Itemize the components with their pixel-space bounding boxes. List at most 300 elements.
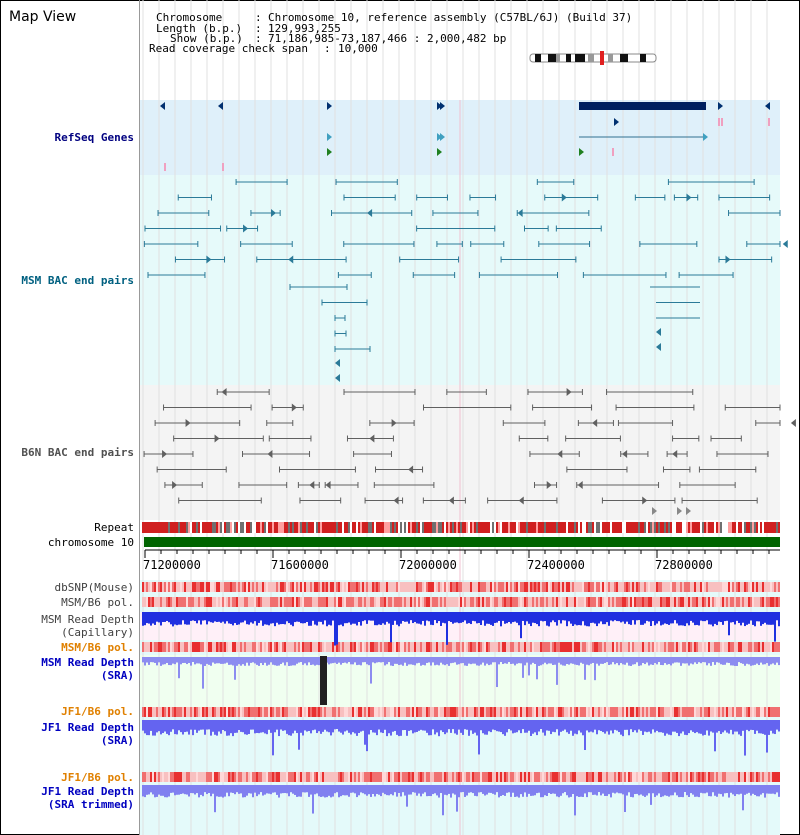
track-label-jf1-depth-trimmed[interactable]: JF1 Read Depth (41, 785, 134, 798)
jf1-depth (686, 720, 688, 735)
msm-sra-depth (292, 657, 294, 665)
msm-sra-depth (168, 657, 170, 665)
track-label-msm-depth-capillary[interactable]: MSM Read Depth (41, 613, 134, 626)
msm-pol-strip (440, 642, 442, 652)
repeat-segment (482, 522, 484, 533)
msm-sra-depth (184, 657, 186, 663)
jf1-trimmed-depth (342, 785, 344, 795)
msm-pol-strip (560, 642, 562, 652)
jf1-pol-strip (226, 772, 228, 782)
msm-pol-strip (162, 642, 164, 652)
jf1-pol-strip (686, 707, 688, 717)
jf1-pol-strip (640, 707, 642, 717)
jf1-depth (772, 720, 774, 733)
repeat-segment (672, 522, 674, 533)
dbsnp-strip (466, 582, 468, 592)
msm-pol-strip (688, 642, 690, 652)
msm-sra-depth (620, 657, 622, 663)
repeat-segment (284, 522, 286, 533)
msm-capillary-depth (506, 612, 508, 623)
jf1-depth (676, 720, 678, 733)
track-label-b6n-bac[interactable]: B6N BAC end pairs (21, 446, 134, 459)
msm-sra-depth (708, 657, 710, 663)
repeat-segment (726, 522, 728, 533)
repeat-segment (216, 522, 218, 533)
jf1-trimmed-depth (268, 785, 270, 794)
repeat-segment (162, 522, 164, 533)
repeat-segment (264, 522, 266, 533)
jf1-depth (746, 720, 748, 730)
msm-sra-depth (678, 657, 680, 663)
msm-sra-depth (690, 657, 692, 664)
msm-pol-strip (472, 597, 474, 607)
msm-pol-strip (452, 597, 454, 607)
jf1-depth (396, 720, 398, 735)
jf1-pol-strip (412, 707, 414, 717)
msm-pol-strip (374, 597, 376, 607)
jf1-pol-strip (538, 707, 540, 717)
msm-pol-strip (342, 597, 344, 607)
jf1-pol-strip (658, 707, 660, 717)
jf1-pol-strip (438, 707, 440, 717)
msm-sra-depth (316, 657, 318, 665)
jf1-trimmed-depth (510, 785, 512, 797)
repeat-segment (686, 522, 688, 533)
jf1-trimmed-depth (512, 785, 514, 793)
jf1-depth (462, 720, 464, 735)
jf1-depth (458, 720, 460, 730)
msm-capillary-depth (634, 612, 636, 625)
msm-pol-strip (506, 597, 508, 607)
jf1-pol-strip (522, 707, 524, 717)
msm-pol-strip (142, 597, 144, 607)
jf1-depth (532, 720, 534, 734)
msm-pol-strip (174, 597, 176, 607)
msm-sra-depth (216, 657, 218, 663)
jf1-depth (428, 720, 430, 735)
repeat-segment (286, 522, 288, 533)
msm-capillary-depth (712, 612, 714, 626)
dbsnp-strip (504, 582, 506, 592)
jf1-pol-strip (680, 772, 682, 782)
track-label-jf1-pol-1[interactable]: JF1/B6 pol. (61, 705, 134, 718)
msm-capillary-depth (720, 612, 722, 622)
track-label-jf1-pol-2[interactable]: JF1/B6 pol. (61, 771, 134, 784)
track-label-dbsnp[interactable]: dbSNP(Mouse) (54, 581, 134, 594)
msm-pol-strip (550, 597, 552, 607)
dbsnp-strip (482, 582, 484, 592)
jf1-depth (150, 720, 152, 731)
msm-sra-depth (770, 657, 772, 664)
jf1-pol-strip (246, 772, 248, 782)
jf1-pol-strip (396, 772, 398, 782)
msm-pol-strip (388, 642, 390, 652)
repeat-segment (298, 522, 300, 533)
jf1-pol-strip (702, 707, 704, 717)
dbsnp-strip (640, 582, 642, 592)
repeat-segment (620, 522, 622, 533)
dbsnp-strip (278, 582, 280, 592)
msm-sra-depth (194, 657, 196, 664)
msm-sra-depth (540, 657, 542, 665)
jf1-depth (258, 720, 260, 733)
jf1-depth (588, 720, 590, 732)
msm-pol-strip (262, 642, 264, 652)
jf1-trimmed-depth (758, 785, 760, 796)
jf1-pol-strip (152, 772, 154, 782)
jf1-trimmed-depth (522, 785, 524, 797)
repeat-segment (480, 522, 482, 533)
jf1-trimmed-depth (384, 785, 386, 794)
msm-sra-depth (414, 657, 416, 665)
msm-pol-strip (734, 597, 736, 607)
dbsnp-strip (298, 582, 300, 592)
jf1-trimmed-depth (562, 785, 564, 793)
jf1-trimmed-depth (552, 785, 554, 793)
msm-sra-depth (376, 657, 378, 662)
track-label-refseq[interactable]: RefSeq Genes (54, 131, 134, 144)
jf1-pol-strip (622, 772, 624, 782)
dbsnp-strip (750, 582, 752, 592)
msm-capillary-depth (502, 612, 504, 621)
dbsnp-strip (268, 582, 270, 592)
jf1-depth (172, 720, 174, 729)
msm-sra-depth (246, 657, 248, 663)
jf1-pol-strip (470, 772, 472, 782)
msm-sra-depth (754, 657, 756, 665)
track-label-repeat[interactable]: Repeat (94, 521, 134, 534)
msm-capillary-depth (404, 612, 406, 622)
dbsnp-strip (326, 582, 328, 592)
msm-sra-depth (542, 657, 544, 664)
jf1-trimmed-depth (426, 785, 428, 796)
jf1-pol-strip (562, 772, 564, 782)
msm-capillary-depth (398, 612, 400, 626)
dbsnp-strip (732, 582, 734, 592)
jf1-pol-strip (590, 772, 592, 782)
dbsnp-strip (296, 582, 298, 592)
msm-pol-strip (160, 642, 162, 652)
jf1-pol-strip (362, 707, 364, 717)
dbsnp-strip (678, 582, 680, 592)
jf1-pol-strip (750, 772, 752, 782)
msm-capillary-depth (442, 612, 444, 623)
jf1-depth (324, 720, 326, 730)
jf1-pol-strip (468, 772, 470, 782)
jf1-pol-strip (712, 707, 714, 717)
jf1-pol-strip (722, 707, 724, 717)
msm-pol-strip (552, 642, 554, 652)
repeat-segment (554, 522, 556, 533)
msm-sra-depth (614, 657, 616, 664)
msm-capillary-depth (632, 612, 634, 620)
msm-capillary-depth (536, 612, 538, 624)
jf1-pol-strip (274, 772, 276, 782)
repeat-segment (378, 522, 380, 533)
jf1-pol-strip (444, 707, 446, 717)
jf1-depth (712, 720, 714, 733)
repeat-segment (320, 522, 322, 533)
msm-pol-strip (470, 642, 472, 652)
dbsnp-strip (606, 582, 608, 592)
msm-pol-strip (404, 597, 406, 607)
jf1-pol-strip (636, 772, 638, 782)
msm-pol-strip (402, 597, 404, 607)
jf1-pol-strip (732, 707, 734, 717)
msm-sra-depth (384, 657, 386, 665)
jf1-pol-strip (468, 707, 470, 717)
repeat-segment (236, 522, 238, 533)
jf1-pol-strip (716, 772, 718, 782)
repeat-segment (578, 522, 580, 533)
jf1-pol-strip (232, 772, 234, 782)
msm-sra-depth (276, 657, 278, 666)
msm-sra-depth (518, 657, 520, 663)
dbsnp-strip (234, 582, 236, 592)
msm-pol-strip (326, 642, 328, 652)
dbsnp-strip (358, 582, 360, 592)
dbsnp-strip (592, 582, 594, 592)
jf1-trimmed-depth (702, 785, 704, 793)
msm-pol-strip (252, 597, 254, 607)
dbsnp-strip (256, 582, 258, 592)
msm-pol-strip (586, 597, 588, 607)
jf1-depth (682, 720, 684, 731)
repeat-segment (408, 522, 410, 533)
jf1-trimmed-depth (762, 785, 764, 793)
jf1-trimmed-depth (252, 785, 254, 797)
msm-pol-strip (378, 642, 380, 652)
dbsnp-strip (166, 582, 168, 592)
dbsnp-strip (286, 582, 288, 592)
msm-capillary-depth (498, 612, 500, 621)
msm-pol-strip (568, 597, 570, 607)
msm-sra-depth (328, 657, 330, 664)
msm-sra-depth (242, 657, 244, 664)
jf1-pol-strip (632, 707, 634, 717)
msm-pol-strip (358, 642, 360, 652)
jf1-trimmed-depth (340, 785, 342, 796)
jf1-pol-strip (606, 707, 608, 717)
msm-pol-strip (450, 642, 452, 652)
msm-sra-depth (338, 657, 340, 663)
track-label-jf1-depth[interactable]: JF1 Read Depth (41, 721, 134, 734)
msm-pol-strip (588, 597, 590, 607)
jf1-trimmed-depth (556, 785, 558, 796)
jf1-pol-strip (612, 707, 614, 717)
msm-sra-depth (752, 657, 754, 665)
jf1-depth (162, 720, 164, 733)
track-label-msm-depth-sra[interactable]: MSM Read Depth (41, 656, 134, 669)
jf1-trimmed-depth (468, 785, 470, 793)
jf1-pol-strip (684, 707, 686, 717)
msm-pol-strip (524, 597, 526, 607)
msm-sra-depth (582, 657, 584, 664)
jf1-pol-strip (406, 772, 408, 782)
jf1-pol-strip (564, 707, 566, 717)
jf1-trimmed-depth (328, 785, 330, 796)
jf1-pol-strip (286, 707, 288, 717)
msm-sra-depth (496, 657, 498, 687)
msm-capillary-depth (638, 612, 640, 620)
repeat-segment (572, 522, 574, 533)
jf1-depth (556, 720, 558, 729)
repeat-segment (526, 522, 528, 533)
jf1-pol-strip (276, 772, 278, 782)
msm-capillary-depth (258, 612, 260, 623)
repeat-segment (570, 522, 572, 533)
dbsnp-strip (202, 582, 204, 592)
dbsnp-strip (646, 582, 648, 592)
jf1-pol-strip (700, 707, 702, 717)
jf1-pol-strip (614, 772, 616, 782)
dbsnp-strip (746, 582, 748, 592)
track-label-msm-pol-2[interactable]: MSM/B6 pol. (61, 641, 134, 654)
msm-capillary-depth (436, 612, 438, 623)
msm-pol-strip (250, 597, 252, 607)
msm-sra-depth (420, 657, 422, 666)
msm-capillary-depth (662, 612, 664, 625)
jf1-depth (504, 720, 506, 736)
msm-capillary-depth (392, 612, 394, 625)
jf1-trimmed-depth (410, 785, 412, 795)
msm-pol-strip (382, 597, 384, 607)
msm-pol-strip (424, 597, 426, 607)
dbsnp-strip (162, 582, 164, 592)
msm-pol-strip (218, 597, 220, 607)
jf1-trimmed-depth (742, 785, 744, 810)
dbsnp-strip (768, 582, 770, 592)
msm-pol-strip (418, 597, 420, 607)
jf1-pol-strip (708, 772, 710, 782)
msm-pol-strip (686, 597, 688, 607)
ideogram-band (566, 54, 571, 62)
msm-sra-depth (548, 657, 550, 663)
jf1-depth (700, 720, 702, 734)
jf1-pol-strip (170, 707, 172, 717)
jf1-pol-strip (168, 772, 170, 782)
repeat-segment (220, 522, 222, 533)
msm-pol-strip (728, 597, 730, 607)
msm-sra-depth (552, 657, 554, 665)
dbsnp-strip (270, 582, 272, 592)
jf1-trimmed-depth (464, 785, 466, 797)
jf1-pol-strip (370, 772, 372, 782)
msm-capillary-depth (668, 612, 670, 625)
track-label-msm-bac[interactable]: MSM BAC end pairs (21, 274, 134, 287)
jf1-pol-strip (460, 707, 462, 717)
jf1-pol-strip (584, 772, 586, 782)
jf1-depth (412, 720, 414, 733)
msm-capillary-depth (750, 612, 752, 620)
jf1-depth (282, 720, 284, 731)
dbsnp-strip (170, 582, 172, 592)
dbsnp-strip (538, 582, 540, 592)
jf1-pol-strip (550, 772, 552, 782)
dbsnp-strip (712, 582, 714, 592)
jf1-pol-strip (578, 707, 580, 717)
jf1-pol-strip (254, 707, 256, 717)
repeat-segment (514, 522, 516, 533)
msm-pol-strip (608, 597, 610, 607)
jf1-pol-strip (160, 772, 162, 782)
msm-capillary-depth (318, 612, 320, 622)
repeat-segment (720, 522, 722, 533)
msm-pol-strip (608, 642, 610, 652)
dbsnp-strip (148, 582, 150, 592)
jf1-pol-strip (510, 772, 512, 782)
length-label: Length (b.p.) (156, 22, 243, 35)
jf1-pol-strip (688, 772, 690, 782)
msm-capillary-depth (358, 612, 360, 622)
msm-sra-depth (396, 657, 398, 664)
repeat-segment (552, 522, 554, 533)
jf1-pol-strip (528, 772, 530, 782)
repeat-segment (226, 522, 228, 533)
jf1-depth (482, 720, 484, 733)
msm-capillary-depth (742, 612, 744, 623)
msm-pol-strip (240, 597, 242, 607)
msm-pol-strip (576, 642, 578, 652)
msm-pol-strip (222, 597, 224, 607)
jf1-trimmed-depth (226, 785, 228, 793)
dbsnp-strip (676, 582, 678, 592)
msm-pol-strip (372, 597, 374, 607)
msm-pol-strip (298, 597, 300, 607)
msm-capillary-depth (700, 612, 702, 621)
msm-pol-strip (322, 642, 324, 652)
jf1-pol-strip (210, 772, 212, 782)
msm-pol-strip (770, 642, 772, 652)
msm-sra-depth (688, 657, 690, 666)
jf1-pol-strip (178, 772, 180, 782)
msm-sra-depth (566, 657, 568, 664)
repeat-segment (332, 522, 334, 533)
jf1-depth (356, 720, 358, 736)
msm-pol-strip (164, 597, 166, 607)
msm-pol-strip (386, 597, 388, 607)
jf1-pol-strip (722, 772, 724, 782)
dbsnp-strip (228, 582, 230, 592)
jf1-pol-strip (576, 772, 578, 782)
repeat-segment (314, 522, 316, 533)
track-label-msm-pol-1[interactable]: MSM/B6 pol. (61, 596, 134, 609)
msm-sra-depth (224, 657, 226, 664)
jf1-pol-strip (318, 707, 320, 717)
jf1-pol-strip (374, 772, 376, 782)
jf1-trimmed-depth (502, 785, 504, 795)
jf1-depth (538, 720, 540, 731)
repeat-segment (326, 522, 328, 533)
msm-capillary-depth (262, 612, 264, 626)
msm-pol-strip (184, 642, 186, 652)
msm-capillary-depth (640, 612, 642, 625)
msm-pol-strip (142, 642, 144, 652)
repeat-segment (640, 522, 642, 533)
msm-pol-strip (272, 642, 274, 652)
dbsnp-strip (292, 582, 294, 592)
refseq-mark (718, 118, 720, 126)
jf1-pol-strip (200, 772, 202, 782)
msm-pol-strip (742, 597, 744, 607)
jf1-pol-strip (148, 772, 150, 782)
msm-pol-strip (328, 642, 330, 652)
jf1-depth (536, 720, 538, 735)
msm-capillary-depth (430, 612, 432, 625)
jf1-pol-strip (738, 772, 740, 782)
jf1-depth (278, 720, 280, 736)
repeat-segment (424, 522, 426, 533)
